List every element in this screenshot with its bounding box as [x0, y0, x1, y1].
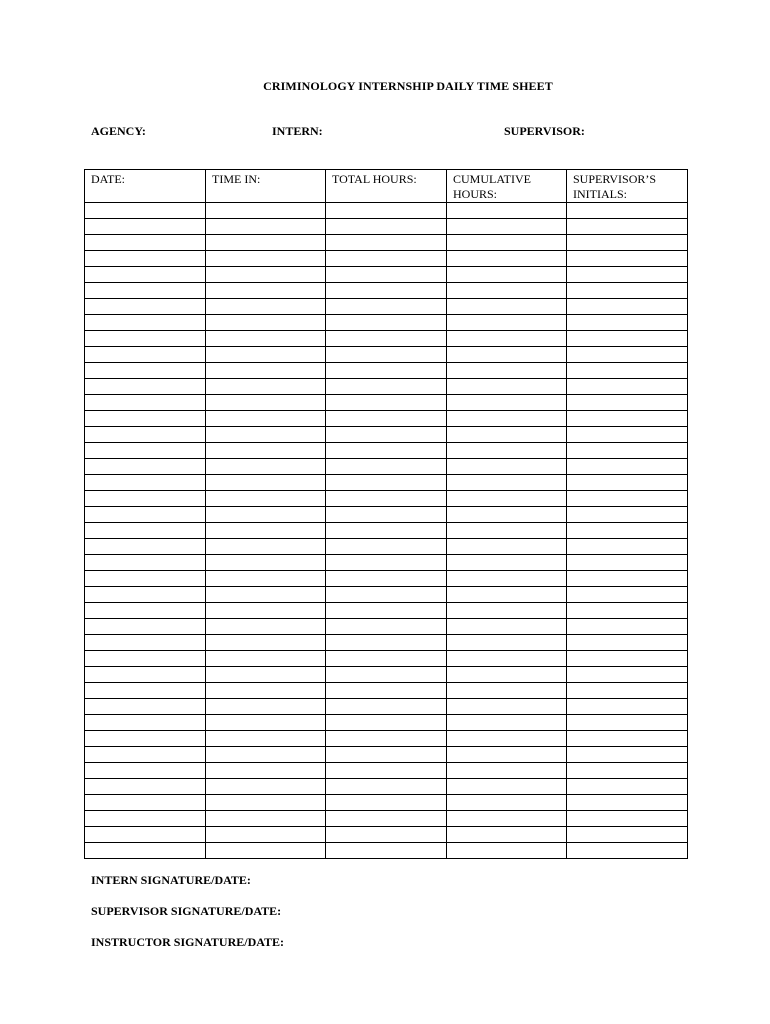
table-row	[85, 699, 688, 715]
total-hours-cell[interactable]	[326, 811, 447, 827]
time-in-cell[interactable]	[206, 715, 326, 731]
time-in-cell[interactable]	[206, 395, 326, 411]
cumulative-hours-cell[interactable]	[447, 491, 567, 507]
supervisor-initials-cell[interactable]	[567, 219, 688, 235]
table-row	[85, 491, 688, 507]
supervisor-label: SUPERVISOR:	[504, 124, 585, 138]
supervisor-initials-cell[interactable]	[567, 459, 688, 475]
supervisor-initials-cell[interactable]	[567, 587, 688, 603]
date-cell[interactable]	[85, 571, 206, 587]
supervisor-initials-cell[interactable]	[567, 667, 688, 683]
total-hours-cell[interactable]	[326, 331, 447, 347]
date-cell[interactable]	[85, 315, 206, 331]
table-row	[85, 219, 688, 235]
table-row	[85, 283, 688, 299]
supervisor-initials-cell[interactable]	[567, 635, 688, 651]
date-cell[interactable]	[85, 683, 206, 699]
table-row	[85, 635, 688, 651]
cumulative-hours-cell[interactable]	[447, 603, 567, 619]
total-hours-cell[interactable]	[326, 363, 447, 379]
total-hours-cell[interactable]	[326, 795, 447, 811]
date-cell[interactable]	[85, 763, 206, 779]
time-in-cell[interactable]	[206, 571, 326, 587]
table-row	[85, 731, 688, 747]
date-cell[interactable]	[85, 219, 206, 235]
cumulative-hours-cell[interactable]	[447, 715, 567, 731]
total-hours-cell[interactable]	[326, 299, 447, 315]
cumulative-hours-cell[interactable]	[447, 587, 567, 603]
date-cell[interactable]	[85, 347, 206, 363]
supervisor-initials-cell[interactable]	[567, 683, 688, 699]
page-title: CRIMINOLOGY INTERNSHIP DAILY TIME SHEET	[263, 79, 553, 93]
supervisor-initials-cell[interactable]	[567, 795, 688, 811]
table-row	[85, 331, 688, 347]
total-hours-cell[interactable]	[326, 779, 447, 795]
total-hours-cell[interactable]	[326, 747, 447, 763]
total-hours-cell[interactable]	[326, 315, 447, 331]
time-in-cell[interactable]	[206, 427, 326, 443]
cumulative-hours-cell[interactable]	[447, 539, 567, 555]
time-in-cell[interactable]	[206, 411, 326, 427]
table-row	[85, 347, 688, 363]
time-in-cell[interactable]	[206, 251, 326, 267]
supervisor-initials-cell[interactable]	[567, 699, 688, 715]
time-in-cell[interactable]	[206, 507, 326, 523]
date-cell[interactable]	[85, 779, 206, 795]
cumulative-hours-cell[interactable]	[447, 523, 567, 539]
cumulative-hours-cell[interactable]	[447, 251, 567, 267]
supervisor-initials-cell[interactable]	[567, 427, 688, 443]
time-in-cell[interactable]	[206, 475, 326, 491]
table-row	[85, 555, 688, 571]
date-cell[interactable]	[85, 699, 206, 715]
table-row	[85, 235, 688, 251]
total-hours-cell[interactable]	[326, 507, 447, 523]
supervisor-initials-cell[interactable]	[567, 491, 688, 507]
time-in-cell[interactable]	[206, 203, 326, 219]
time-in-cell[interactable]	[206, 843, 326, 859]
supervisor-initials-cell[interactable]	[567, 411, 688, 427]
time-in-cell[interactable]	[206, 619, 326, 635]
time-in-cell[interactable]	[206, 827, 326, 843]
table-row	[85, 619, 688, 635]
total-hours-cell[interactable]	[326, 395, 447, 411]
time-in-cell[interactable]	[206, 347, 326, 363]
cumulative-hours-cell[interactable]	[447, 651, 567, 667]
date-cell[interactable]	[85, 811, 206, 827]
time-in-cell[interactable]	[206, 235, 326, 251]
time-in-cell[interactable]	[206, 331, 326, 347]
supervisor-initials-cell[interactable]	[567, 715, 688, 731]
time-in-cell[interactable]	[206, 523, 326, 539]
cumulative-hours-cell[interactable]	[447, 571, 567, 587]
time-in-cell[interactable]	[206, 555, 326, 571]
table-row	[85, 763, 688, 779]
cumulative-hours-cell[interactable]	[447, 683, 567, 699]
supervisor-initials-cell[interactable]	[567, 603, 688, 619]
total-hours-cell[interactable]	[326, 715, 447, 731]
supervisor-initials-cell[interactable]	[567, 731, 688, 747]
cumulative-hours-cell[interactable]	[447, 299, 567, 315]
cumulative-hours-cell[interactable]	[447, 763, 567, 779]
column-header-supervisor-initials: SUPERVISOR’S INITIALS:	[567, 170, 688, 203]
table-row	[85, 427, 688, 443]
date-cell[interactable]	[85, 651, 206, 667]
cumulative-hours-cell[interactable]	[447, 427, 567, 443]
column-header-date: DATE:	[85, 170, 206, 203]
total-hours-cell[interactable]	[326, 603, 447, 619]
table-row	[85, 587, 688, 603]
time-in-cell[interactable]	[206, 635, 326, 651]
cumulative-hours-cell[interactable]	[447, 267, 567, 283]
table-row	[85, 411, 688, 427]
table-row	[85, 683, 688, 699]
time-in-cell[interactable]	[206, 651, 326, 667]
cumulative-hours-cell[interactable]	[447, 699, 567, 715]
supervisor-initials-cell[interactable]	[567, 235, 688, 251]
time-in-cell[interactable]	[206, 811, 326, 827]
supervisor-initials-cell[interactable]	[567, 571, 688, 587]
supervisor-initials-cell[interactable]	[567, 283, 688, 299]
time-in-cell[interactable]	[206, 667, 326, 683]
column-header-time-in: TIME IN:	[206, 170, 326, 203]
date-cell[interactable]	[85, 443, 206, 459]
table-row	[85, 667, 688, 683]
date-cell[interactable]	[85, 507, 206, 523]
cumulative-hours-cell[interactable]	[447, 795, 567, 811]
total-hours-cell[interactable]	[326, 635, 447, 651]
total-hours-cell[interactable]	[326, 459, 447, 475]
supervisor-initials-cell[interactable]	[567, 763, 688, 779]
date-cell[interactable]	[85, 411, 206, 427]
supervisor-initials-cell[interactable]	[567, 347, 688, 363]
supervisor-initials-cell[interactable]	[567, 331, 688, 347]
date-cell[interactable]	[85, 523, 206, 539]
supervisor-initials-cell[interactable]	[567, 395, 688, 411]
total-hours-cell[interactable]	[326, 347, 447, 363]
date-cell[interactable]	[85, 299, 206, 315]
supervisor-initials-cell[interactable]	[567, 827, 688, 843]
supervisor-initials-cell[interactable]	[567, 843, 688, 859]
total-hours-cell[interactable]	[326, 523, 447, 539]
date-cell[interactable]	[85, 235, 206, 251]
time-in-cell[interactable]	[206, 283, 326, 299]
cumulative-hours-cell[interactable]	[447, 779, 567, 795]
total-hours-cell[interactable]	[326, 235, 447, 251]
table-row	[85, 315, 688, 331]
cumulative-hours-cell[interactable]	[447, 667, 567, 683]
table-row	[85, 475, 688, 491]
date-cell[interactable]	[85, 603, 206, 619]
total-hours-cell[interactable]	[326, 411, 447, 427]
supervisor-initials-cell[interactable]	[567, 523, 688, 539]
total-hours-cell[interactable]	[326, 251, 447, 267]
table-row	[85, 299, 688, 315]
time-in-cell[interactable]	[206, 731, 326, 747]
time-in-cell[interactable]	[206, 379, 326, 395]
time-in-cell[interactable]	[206, 603, 326, 619]
table-row	[85, 795, 688, 811]
table-row	[85, 827, 688, 843]
time-sheet-table	[84, 169, 688, 859]
time-in-cell[interactable]	[206, 443, 326, 459]
date-cell[interactable]	[85, 427, 206, 443]
table-row	[85, 459, 688, 475]
table-row	[85, 651, 688, 667]
date-cell[interactable]	[85, 667, 206, 683]
instructor-signature-label: INSTRUCTOR SIGNATURE/DATE:	[91, 935, 285, 949]
intern-label: INTERN:	[272, 124, 323, 138]
table-row	[85, 571, 688, 587]
table-row	[85, 843, 688, 859]
time-in-cell[interactable]	[206, 763, 326, 779]
cumulative-hours-cell[interactable]	[447, 811, 567, 827]
cumulative-hours-cell[interactable]	[447, 443, 567, 459]
table-row	[85, 811, 688, 827]
total-hours-cell[interactable]	[326, 667, 447, 683]
total-hours-cell[interactable]	[326, 491, 447, 507]
time-in-cell[interactable]	[206, 363, 326, 379]
total-hours-cell[interactable]	[326, 267, 447, 283]
supervisor-initials-cell[interactable]	[567, 203, 688, 219]
date-cell[interactable]	[85, 395, 206, 411]
time-in-cell[interactable]	[206, 315, 326, 331]
supervisor-initials-cell[interactable]	[567, 507, 688, 523]
cumulative-hours-cell[interactable]	[447, 619, 567, 635]
table-body	[85, 203, 688, 859]
date-cell[interactable]	[85, 459, 206, 475]
supervisor-initials-cell[interactable]	[567, 315, 688, 331]
date-cell[interactable]	[85, 203, 206, 219]
supervisor-initials-cell[interactable]	[567, 251, 688, 267]
total-hours-cell[interactable]	[326, 731, 447, 747]
table-row	[85, 539, 688, 555]
date-cell[interactable]	[85, 379, 206, 395]
date-cell[interactable]	[85, 283, 206, 299]
date-cell[interactable]	[85, 539, 206, 555]
cumulative-hours-cell[interactable]	[447, 315, 567, 331]
time-in-cell[interactable]	[206, 779, 326, 795]
supervisor-initials-cell[interactable]	[567, 555, 688, 571]
total-hours-cell[interactable]	[326, 203, 447, 219]
table-row	[85, 379, 688, 395]
cumulative-hours-cell[interactable]	[447, 203, 567, 219]
total-hours-cell[interactable]	[326, 443, 447, 459]
supervisor-initials-cell[interactable]	[567, 619, 688, 635]
cumulative-hours-cell[interactable]	[447, 379, 567, 395]
date-cell[interactable]	[85, 331, 206, 347]
total-hours-cell[interactable]	[326, 555, 447, 571]
cumulative-hours-cell[interactable]	[447, 843, 567, 859]
cumulative-hours-cell[interactable]	[447, 347, 567, 363]
time-in-cell[interactable]	[206, 219, 326, 235]
table-row	[85, 603, 688, 619]
date-cell[interactable]	[85, 363, 206, 379]
supervisor-initials-cell[interactable]	[567, 539, 688, 555]
time-in-cell[interactable]	[206, 699, 326, 715]
cumulative-hours-cell[interactable]	[447, 747, 567, 763]
cumulative-hours-cell[interactable]	[447, 475, 567, 491]
date-cell[interactable]	[85, 251, 206, 267]
total-hours-cell[interactable]	[326, 539, 447, 555]
time-in-cell[interactable]	[206, 587, 326, 603]
supervisor-initials-cell[interactable]	[567, 651, 688, 667]
date-cell[interactable]	[85, 267, 206, 283]
table-row	[85, 779, 688, 795]
date-cell[interactable]	[85, 795, 206, 811]
date-cell[interactable]	[85, 635, 206, 651]
intern-signature-label: INTERN SIGNATURE/DATE:	[91, 873, 251, 887]
supervisor-initials-cell[interactable]	[567, 475, 688, 491]
time-in-cell[interactable]	[206, 299, 326, 315]
supervisor-initials-cell[interactable]	[567, 299, 688, 315]
table-row	[85, 523, 688, 539]
column-header-cumulative-hours: CUMULATIVE HOURS:	[447, 170, 567, 203]
date-cell[interactable]	[85, 587, 206, 603]
total-hours-cell[interactable]	[326, 699, 447, 715]
cumulative-hours-cell[interactable]	[447, 395, 567, 411]
supervisor-signature-label: SUPERVISOR SIGNATURE/DATE:	[91, 904, 282, 918]
total-hours-cell[interactable]	[326, 571, 447, 587]
cumulative-hours-cell[interactable]	[447, 235, 567, 251]
supervisor-initials-cell[interactable]	[567, 443, 688, 459]
cumulative-hours-cell[interactable]	[447, 635, 567, 651]
time-in-cell[interactable]	[206, 267, 326, 283]
cumulative-hours-cell[interactable]	[447, 731, 567, 747]
date-cell[interactable]	[85, 475, 206, 491]
time-in-cell[interactable]	[206, 539, 326, 555]
cumulative-hours-cell[interactable]	[447, 459, 567, 475]
table-header-row	[85, 170, 688, 203]
date-cell[interactable]	[85, 619, 206, 635]
cumulative-hours-cell[interactable]	[447, 283, 567, 299]
date-cell[interactable]	[85, 827, 206, 843]
table-row	[85, 363, 688, 379]
cumulative-hours-cell[interactable]	[447, 331, 567, 347]
time-in-cell[interactable]	[206, 747, 326, 763]
total-hours-cell[interactable]	[326, 683, 447, 699]
cumulative-hours-cell[interactable]	[447, 363, 567, 379]
table-row	[85, 395, 688, 411]
date-cell[interactable]	[85, 843, 206, 859]
time-in-cell[interactable]	[206, 491, 326, 507]
table-row	[85, 203, 688, 219]
date-cell[interactable]	[85, 715, 206, 731]
date-cell[interactable]	[85, 731, 206, 747]
time-in-cell[interactable]	[206, 795, 326, 811]
total-hours-cell[interactable]	[326, 763, 447, 779]
date-cell[interactable]	[85, 491, 206, 507]
table-row	[85, 747, 688, 763]
total-hours-cell[interactable]	[326, 619, 447, 635]
supervisor-initials-cell[interactable]	[567, 379, 688, 395]
supervisor-initials-cell[interactable]	[567, 267, 688, 283]
supervisor-initials-cell[interactable]	[567, 811, 688, 827]
supervisor-initials-cell[interactable]	[567, 747, 688, 763]
total-hours-cell[interactable]	[326, 843, 447, 859]
column-header-total-hours: TOTAL HOURS:	[326, 170, 447, 203]
date-cell[interactable]	[85, 747, 206, 763]
table-row	[85, 507, 688, 523]
total-hours-cell[interactable]	[326, 427, 447, 443]
cumulative-hours-cell[interactable]	[447, 827, 567, 843]
date-cell[interactable]	[85, 555, 206, 571]
agency-label: AGENCY:	[91, 124, 146, 138]
supervisor-initials-cell[interactable]	[567, 363, 688, 379]
total-hours-cell[interactable]	[326, 651, 447, 667]
cumulative-hours-cell[interactable]	[447, 411, 567, 427]
table-row	[85, 251, 688, 267]
table-row	[85, 267, 688, 283]
total-hours-cell[interactable]	[326, 587, 447, 603]
cumulative-hours-cell[interactable]	[447, 555, 567, 571]
table-row	[85, 443, 688, 459]
total-hours-cell[interactable]	[326, 379, 447, 395]
time-in-cell[interactable]	[206, 459, 326, 475]
time-in-cell[interactable]	[206, 683, 326, 699]
total-hours-cell[interactable]	[326, 475, 447, 491]
cumulative-hours-cell[interactable]	[447, 507, 567, 523]
cumulative-hours-cell[interactable]	[447, 219, 567, 235]
supervisor-initials-cell[interactable]	[567, 779, 688, 795]
total-hours-cell[interactable]	[326, 283, 447, 299]
total-hours-cell[interactable]	[326, 827, 447, 843]
total-hours-cell[interactable]	[326, 219, 447, 235]
table-row	[85, 715, 688, 731]
